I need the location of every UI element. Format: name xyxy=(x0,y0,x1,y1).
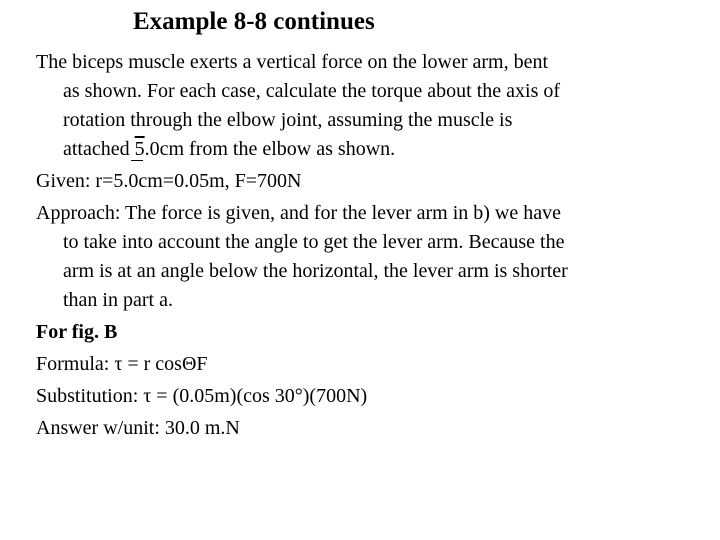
approach-line-1: Approach: The force is given, and for the lever arm in b) we have xyxy=(36,202,561,224)
fig-b-heading: For fig. B xyxy=(36,321,118,343)
approach-paragraph xyxy=(36,199,706,315)
approach-line-2: to take into account the angle to get the lever arm. Because the xyxy=(63,231,565,253)
slide-body xyxy=(36,48,706,446)
problem-statement xyxy=(36,48,706,164)
problem-line-3: rotation through the elbow joint, assuming the muscle is xyxy=(63,109,513,131)
formula-line: Formula: τ = r cosΘF xyxy=(36,353,208,375)
approach-line-4: than in part a. xyxy=(63,289,173,311)
approach-line-3: arm is at an angle below the horizontal, the lever arm is shorter xyxy=(63,260,568,282)
problem-line-4-marked-digit: 5 xyxy=(134,138,145,160)
problem-line-4 xyxy=(63,135,706,164)
problem-line-2: as shown. For each case, calculate the torque about the axis of xyxy=(63,80,561,102)
problem-line-4-start: attached xyxy=(63,138,135,160)
substitution-line: Substitution: τ = (0.05m)(cos 30°)(700N) xyxy=(36,385,368,407)
given-line: Given: r=5.0cm=0.05m, F=700N xyxy=(36,170,302,192)
answer-line: Answer w/unit: 30.0 m.N xyxy=(36,417,240,439)
problem-line-1: The biceps muscle exerts a vertical force on the lower arm, bent xyxy=(36,51,549,73)
slide-title: Example 8-8 continues xyxy=(133,8,375,35)
problem-line-4-end: .0cm from the elbow as shown. xyxy=(144,138,396,160)
